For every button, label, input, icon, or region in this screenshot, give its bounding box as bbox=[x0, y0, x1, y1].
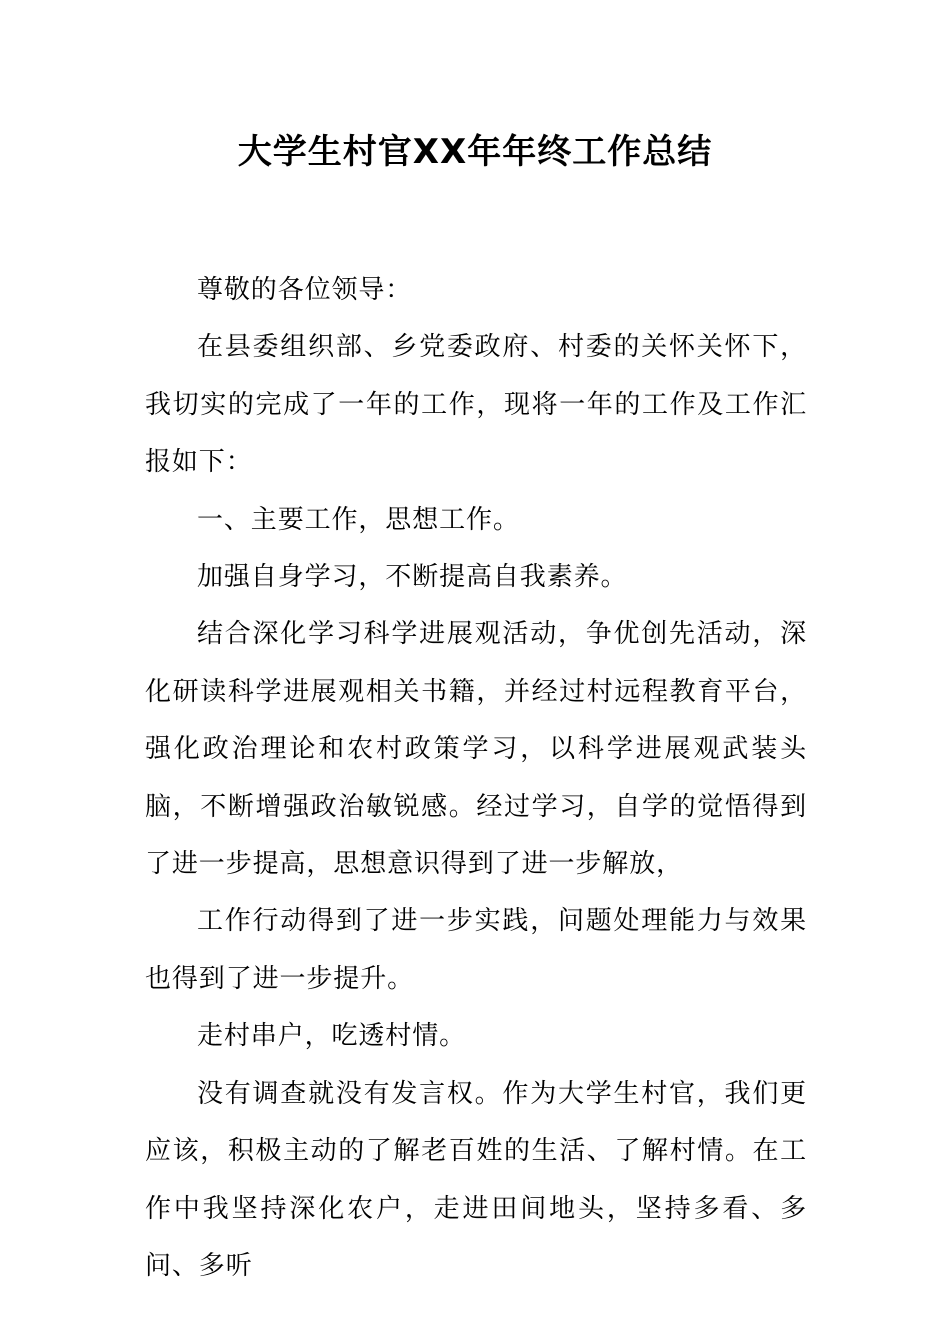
body-paragraph: 结合深化学习科学进展观活动，争优创先活动，深化研读科学进展观相关书籍，并经过村远程教育平台，强化政治理论和农村政策学习，以科学进展观武装头脑，不断增强政治敏锐感。经过学习，自学的觉悟得到了进一步提高，思想意识得到了进一步解放， bbox=[145, 619, 807, 880]
salutation: 尊敬的各位领导： bbox=[197, 275, 413, 305]
body-paragraph: 在县委组织部、乡党委政府、村委的关怀关怀下，我切实的完成了一年的工作，现将一年的工作及工作汇报如下： bbox=[145, 332, 807, 478]
body-paragraph: 工作行动得到了进一步实践，问题处理能力与效果也得到了进一步提升。 bbox=[145, 906, 807, 994]
subsection-heading: 走村串户，吃透村情。 bbox=[197, 1021, 467, 1052]
section-heading: 一、主要工作，思想工作。 bbox=[197, 504, 520, 535]
document-body bbox=[145, 262, 807, 1295]
subsection-heading: 加强自身学习，不断提高自我素养。 bbox=[197, 562, 628, 593]
document-title: 大学生村官XX年年终工作总结 bbox=[237, 132, 713, 172]
body-paragraph: 没有调查就没有发言权。作为大学生村官，我们更应该，积极主动的了解老百姓的生活、了解村情。在工作中我坚持深化农户，走进田间地头，坚持多看、多问、多听 bbox=[145, 1078, 807, 1281]
